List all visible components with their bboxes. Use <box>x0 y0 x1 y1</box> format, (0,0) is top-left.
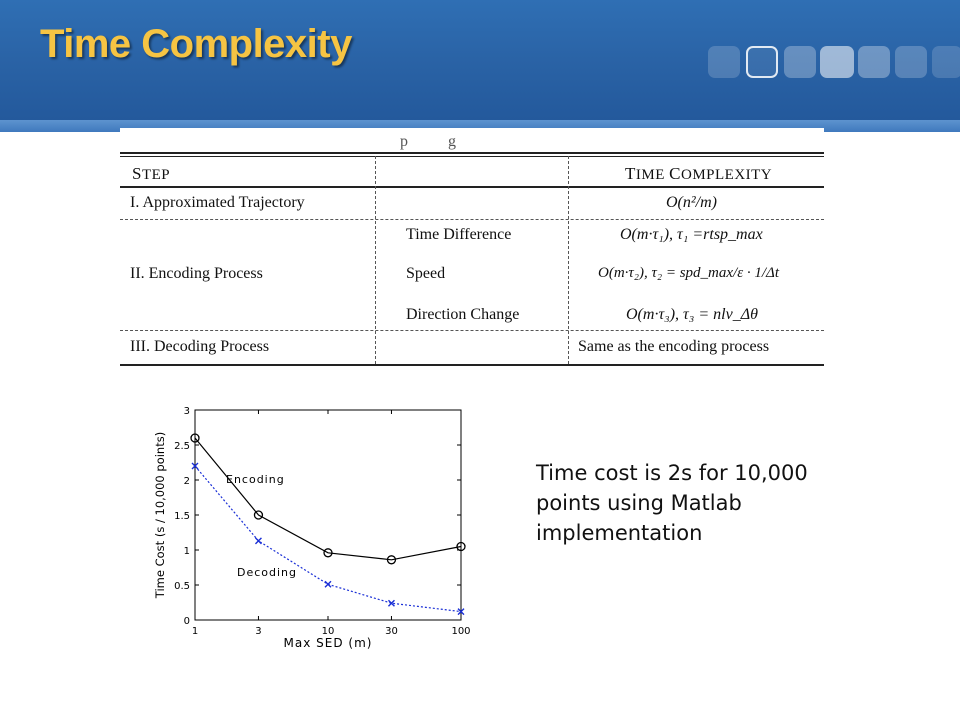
table-row-divider-2 <box>120 330 824 331</box>
y-tick-label: 1 <box>183 546 190 557</box>
row4-complexity: O(m·τ₃), τ₃ = nlv_Δθ <box>626 306 758 323</box>
row1-complexity: O(n²/m) <box>666 194 718 211</box>
row2-sub-time-difference: Time Difference <box>406 226 512 243</box>
y-tick-label: 1.5 <box>174 511 190 522</box>
x-tick-label: 3 <box>255 626 262 637</box>
y-axis-label: Time Cost (s / 10,000 points) <box>153 431 167 599</box>
table-row-divider-1 <box>120 219 824 220</box>
deco-block-3 <box>784 46 816 78</box>
deco-block-6 <box>895 46 927 78</box>
x-tick-label: 30 <box>385 626 398 637</box>
deco-block-2 <box>746 46 778 78</box>
row5-complexity: Same as the encoding process <box>578 338 770 355</box>
header-step: STEP <box>132 164 171 183</box>
x-tick-label: 1 <box>191 626 199 637</box>
x-axis-label: Max SED (m) <box>283 636 373 650</box>
deco-block-7 <box>932 46 960 78</box>
table-header-rule <box>120 186 824 188</box>
row2-complexity: O(m·τ₁), τ₁ =rtsp_max <box>620 226 763 243</box>
y-tick-label: 2.5 <box>174 441 190 452</box>
complexity-table <box>120 128 824 368</box>
row2-step: II. Encoding Process <box>130 265 263 282</box>
row5-step: III. Decoding Process <box>130 338 270 355</box>
legend-encoding-label: Encoding <box>226 473 285 486</box>
deco-block-4 <box>820 46 854 78</box>
plot-frame <box>195 410 461 620</box>
header-time-complexity: TIME COMPLEXITY <box>625 164 773 183</box>
table-caption-fragment: p g <box>400 133 456 150</box>
table-col-divider-2 <box>568 156 569 364</box>
legend-decoding-label: Decoding <box>237 566 298 579</box>
x-tick-label: 10 <box>321 626 335 637</box>
row4-sub-direction-change: Direction Change <box>406 306 520 323</box>
y-tick-label: 2 <box>183 476 190 487</box>
table-top-rule <box>120 152 824 154</box>
slide-title: Time Complexity <box>40 22 352 66</box>
slide-caption: Time cost is 2s for 10,000 points using Matlab implementation <box>536 461 808 545</box>
table-bottom-rule <box>120 364 824 366</box>
row1-step: I. Approximated Trajectory <box>130 194 305 211</box>
table-top-rule-2 <box>120 156 824 157</box>
y-tick-label: 0.5 <box>174 581 190 592</box>
row3-complexity: O(m·τ₂), τ₂ = spd_max/ε · 1/Δt <box>598 265 779 281</box>
x-tick-label: 100 <box>451 626 471 637</box>
deco-block-5 <box>858 46 890 78</box>
y-tick-label: 3 <box>183 406 190 417</box>
deco-block-1 <box>708 46 740 78</box>
table-col-divider-1 <box>375 156 376 364</box>
row3-sub-speed: Speed <box>406 265 446 282</box>
y-tick-label: 0 <box>183 616 190 627</box>
time-cost-chart <box>140 390 480 660</box>
